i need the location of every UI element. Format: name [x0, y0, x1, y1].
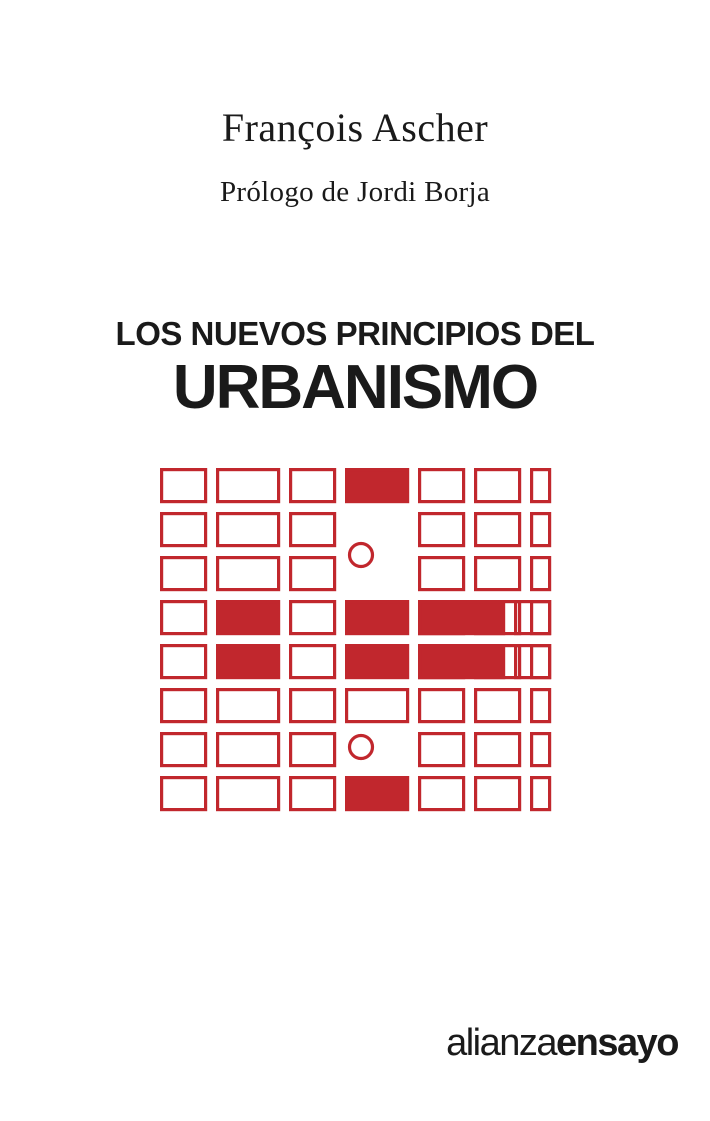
title-block	[0, 315, 710, 421]
urban-grid-graphic	[160, 468, 552, 832]
urban-grid-svg	[160, 468, 552, 832]
title-line-2: URBANISMO	[172, 353, 538, 422]
publisher-imprint: ensayo	[556, 1022, 678, 1064]
author-block	[0, 104, 710, 210]
prologue-credit: Prólogo de Jordi Borja	[220, 176, 490, 208]
author-name: François Ascher	[221, 105, 489, 150]
publisher-logo	[446, 1023, 678, 1063]
title-line-1: LOS NUEVOS PRINCIPIOS DEL	[115, 315, 595, 352]
publisher-name: alianza	[446, 1022, 557, 1064]
